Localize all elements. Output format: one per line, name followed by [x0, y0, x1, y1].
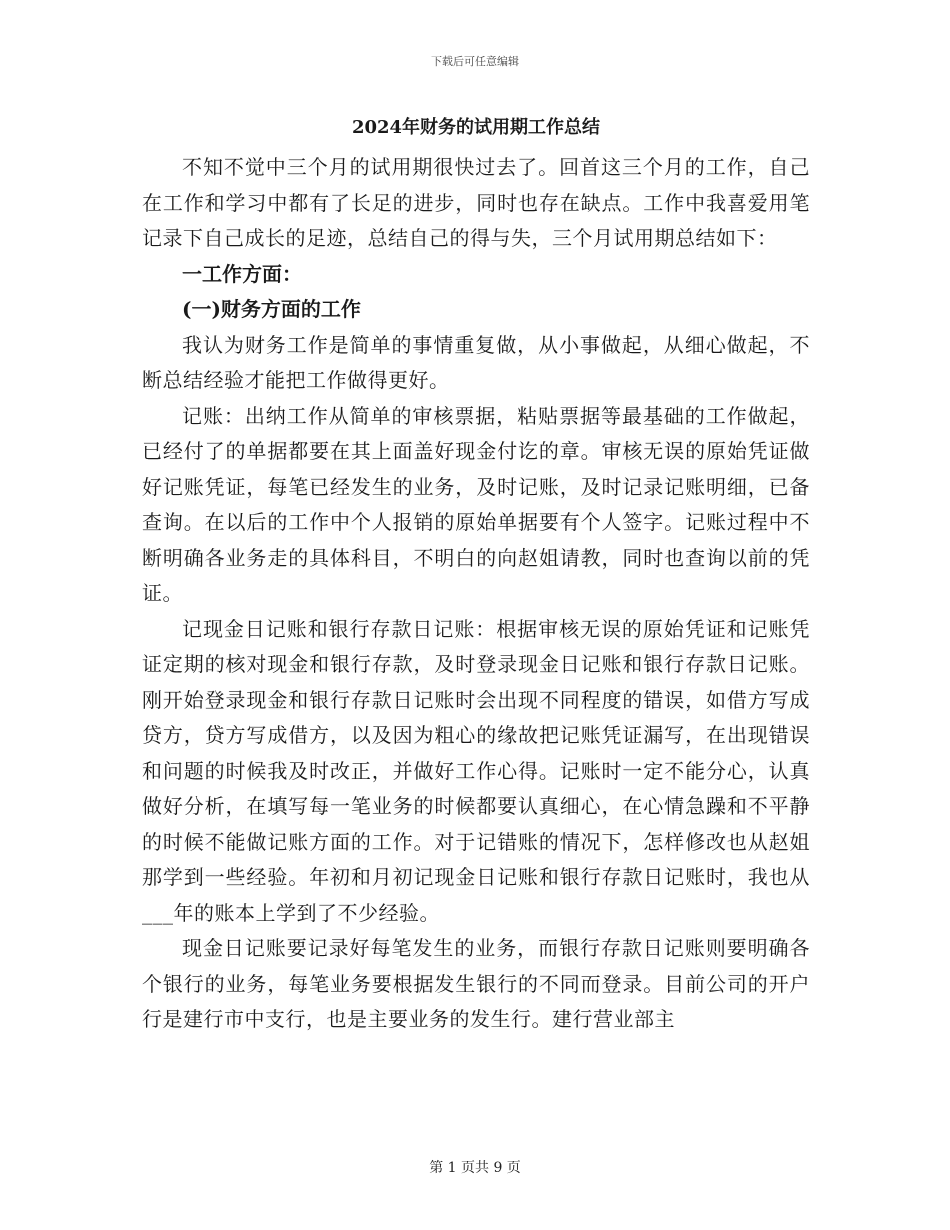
page-footer: 第 1 页共 9 页 [429, 1160, 521, 1176]
subsection-heading-finance: (一)财务方面的工作 [182, 297, 361, 321]
paragraph-bookkeeping: 记账：出纳工作从简单的审核票据，粘贴票据等最基础的工作做起，已经付了的单据都要在其上面盖好现金付讫的章。审核无误的原始凭证做好记账凭证，每笔已经发生的业务，及时记账，及时记录记账明细，已备查询。在以后的工作中个人报销的原始单据要有个人签字。记账过程中不断明确各业务走的具体科目，不明白的向赵姐请教，同时也查询以前的凭证。 [142, 403, 810, 605]
section-heading-work: 一工作方面： [182, 261, 302, 286]
paragraph-intro: 不知不觉中三个月的试用期很快过去了。回首这三个月的工作，自己在工作和学习中都有了长足的进步，同时也存在缺点。工作中我喜爱用笔记录下自己成长的足迹，总结自己的得与失，三个月试用期总结如下： [142, 155, 810, 250]
document-body [142, 114, 810, 1038]
paragraph-finance-view: 我认为财务工作是简单的事情重复做，从小事做起，从细心做起，不断总结经验才能把工作做得更好。 [142, 332, 810, 392]
page-header: 下载后可任意编辑 [431, 55, 519, 68]
paragraph-journals: 记现金日记账和银行存款日记账：根据审核无误的原始凭证和记账凭证定期的核对现金和银行存款，及时登录现金日记账和银行存款日记账。刚开始登录现金和银行存款日记账时会出现不同程度的错误，如借方写成贷方，贷方写成借方，以及因为粗心的缘故把记账凭证漏写，在出现错误和问题的时候我及时改正，并做好工作心得。记账时一定不能分心，认真做好分析，在填写每一笔业务的时候都要认真细心，在心情急躁和不平静的时候不能做记账方面的工作。对于记错账的情况下，怎样修改也从赵姐那学到一些经验。年初和月初记现金日记账和银行存款日记账时，我也从___年的账本上学到了不少经验。 [142, 616, 810, 925]
document-title: 2024年财务的试用期工作总结 [351, 117, 601, 138]
paragraph-cash-bank: 现金日记账要记录好每笔发生的业务，而银行存款日记账则要明确各个银行的业务，每笔业务要根据发生银行的不同而登录。目前公司的开户行是建行市中支行，也是主要业务的发生行。建行营业部主 [142, 936, 810, 1031]
